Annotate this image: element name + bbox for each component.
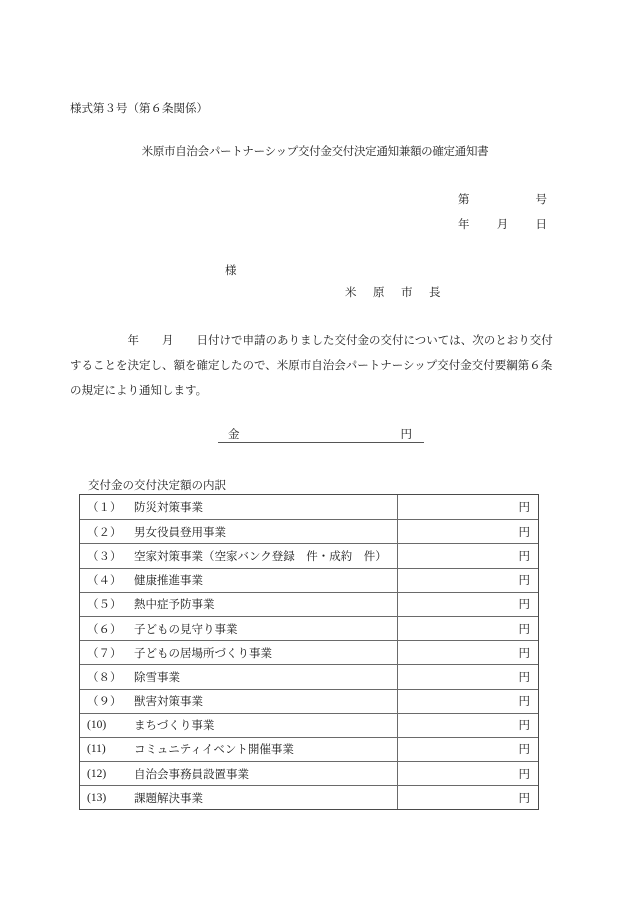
row-number: （８） bbox=[87, 671, 122, 684]
number-date-block bbox=[458, 194, 547, 231]
row-number: （９） bbox=[87, 696, 122, 709]
table-row bbox=[80, 713, 538, 737]
body-line-1: 年 月 日付けで申請のありました交付金の交付については、次のとおり交付 bbox=[70, 335, 553, 347]
row-label: 子どもの居場所づくり事業 bbox=[134, 647, 272, 660]
row-amount-cell: 円 bbox=[397, 593, 538, 616]
row-amount-cell: 円 bbox=[397, 544, 538, 567]
row-number: (10) bbox=[87, 719, 107, 732]
row-amount-cell: 円 bbox=[397, 762, 538, 785]
table-row bbox=[80, 616, 538, 640]
row-label: まちづくり事業 bbox=[134, 720, 215, 733]
row-number: （７） bbox=[87, 647, 122, 660]
row-amount-cell: 円 bbox=[397, 520, 538, 543]
row-label: 健康推進事業 bbox=[134, 575, 203, 588]
page-title: 米原市自治会パートナーシップ交付金交付決定通知兼額の確定通知書 bbox=[141, 146, 489, 158]
row-amount-cell: 円 bbox=[397, 665, 538, 688]
body-paragraph bbox=[70, 329, 570, 405]
table-row bbox=[80, 640, 538, 664]
row-label: 空家対策事業（空家バンク登録 件・成約 件） bbox=[134, 550, 387, 563]
grants-table bbox=[79, 494, 539, 810]
row-amount-cell: 円 bbox=[397, 569, 538, 592]
row-amount-cell: 円 bbox=[397, 786, 538, 809]
row-amount-cell: 円 bbox=[397, 641, 538, 664]
row-label: 課題解決事業 bbox=[134, 792, 203, 805]
row-label: 防災対策事業 bbox=[134, 502, 203, 515]
table-row bbox=[80, 761, 538, 785]
row-number: （１） bbox=[87, 502, 122, 515]
row-amount-cell: 円 bbox=[397, 690, 538, 713]
table-row bbox=[80, 495, 538, 519]
body-line-2: することを決定し、額を確定したので、米原市自治会パートナーシップ交付金交付要綱第６条 bbox=[70, 360, 553, 373]
mayor-signature: 米 原 市 長 bbox=[345, 287, 443, 299]
row-label: 男女役員登用事業 bbox=[134, 526, 226, 539]
date-day-label: 日 bbox=[535, 219, 547, 231]
amount-underline-field bbox=[218, 426, 424, 443]
row-label: 獣害対策事業 bbox=[134, 696, 203, 709]
row-amount-cell: 円 bbox=[397, 714, 538, 737]
row-number: （３） bbox=[87, 550, 122, 563]
row-label: コミュニティイベント開催事業 bbox=[134, 744, 294, 757]
row-number: （２） bbox=[87, 526, 122, 539]
row-amount-cell: 円 bbox=[397, 495, 538, 519]
date-line bbox=[458, 219, 547, 231]
row-amount-cell: 円 bbox=[397, 617, 538, 640]
row-label: 自治会事務員設置事業 bbox=[134, 768, 249, 781]
table-row bbox=[80, 664, 538, 688]
row-amount-cell: 円 bbox=[397, 738, 538, 761]
amount-currency-suffix: 円 bbox=[400, 429, 412, 441]
body-line-3: の規定により通知します。 bbox=[70, 385, 208, 398]
row-number: (13) bbox=[87, 791, 107, 804]
row-number: (12) bbox=[87, 767, 107, 780]
table-row bbox=[80, 689, 538, 713]
table-row bbox=[80, 568, 538, 592]
row-number: (11) bbox=[87, 743, 106, 756]
date-month-label: 月 bbox=[496, 219, 509, 231]
row-number: （６） bbox=[87, 623, 122, 636]
table-caption: 交付金の交付決定額の内訳 bbox=[88, 480, 226, 492]
amount-currency-prefix: 金 bbox=[228, 429, 240, 441]
row-label: 子どもの見守り事業 bbox=[134, 623, 238, 636]
table-row bbox=[80, 737, 538, 761]
row-label: 除雪事業 bbox=[134, 671, 180, 684]
doc-number-line bbox=[458, 194, 547, 206]
date-year-label: 年 bbox=[458, 219, 470, 231]
recipient-honorific: 様 bbox=[225, 265, 237, 277]
table-row bbox=[80, 785, 538, 809]
table-row bbox=[80, 543, 538, 567]
row-number: （４） bbox=[87, 575, 122, 588]
doc-number-suffix: 号 bbox=[535, 194, 547, 206]
doc-number-prefix: 第 bbox=[458, 194, 470, 206]
table-row bbox=[80, 592, 538, 616]
table-row bbox=[80, 519, 538, 543]
form-number: 様式第３号（第６条関係） bbox=[70, 103, 208, 115]
row-label: 熱中症予防事業 bbox=[134, 599, 215, 612]
row-number: （５） bbox=[87, 599, 122, 612]
